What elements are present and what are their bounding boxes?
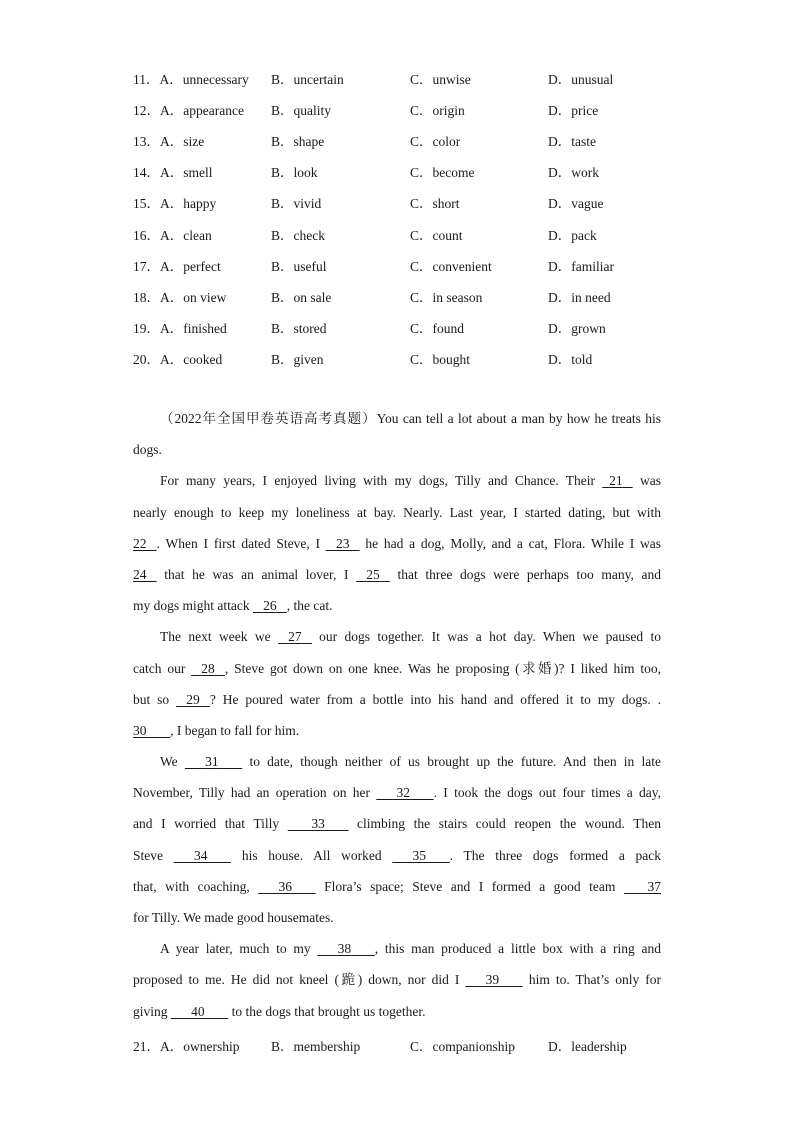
option-b: B．stored (271, 321, 327, 336)
option-b: B．vivid (271, 196, 322, 211)
option-b: B．quality (271, 103, 332, 118)
option-b: B．uncertain (271, 72, 344, 87)
blank-29: 29 (186, 691, 200, 707)
option-d: D．told (548, 352, 593, 367)
option-a: 20．A．cooked (133, 352, 223, 367)
blank-32: 32 (396, 785, 411, 801)
blank-28: 28 (201, 660, 215, 676)
option-c: C．become (410, 165, 475, 180)
option-b: B．look (271, 165, 318, 180)
passage-line: giving 40 to the dogs that brought us together. (133, 996, 661, 1027)
option-row-16 (133, 224, 673, 244)
passage-intro-line: （2022年全国甲卷英语高考真题）You can tell a lot about a man by how he treats his (160, 411, 661, 426)
option-d: D．vague (548, 196, 604, 211)
passage-line: for Tilly. We made good housemates. (133, 910, 334, 925)
passage-line: 24 that he was an animal lover, I 25 that three dogs were perhaps too many, and (133, 559, 661, 590)
blank-34: 34 (193, 847, 208, 863)
blank-39: 39 (485, 972, 500, 988)
option-a: 12．A．appearance (133, 103, 244, 118)
blank-40: 40 (191, 1003, 205, 1019)
option-a: 18．A．on view (133, 290, 227, 305)
option-b: B．on sale (271, 290, 332, 305)
option-row-14 (133, 161, 673, 181)
option-b: B．given (271, 352, 324, 367)
blank-25: 25 (366, 566, 380, 582)
blank-35: 35 (412, 847, 427, 863)
option-c: C．origin (410, 103, 465, 118)
cloze-passage (133, 403, 661, 1027)
option-row-21 (133, 1035, 673, 1055)
blank-24: 24 (133, 566, 147, 582)
blank-21: 21 (609, 473, 623, 489)
option-a: 14．A．smell (133, 165, 213, 180)
option-b: B．shape (271, 134, 325, 149)
blank-23: 23 (335, 535, 350, 551)
blank-27: 27 (288, 629, 302, 645)
option-d: D．unusual (548, 72, 614, 87)
option-b: B．membership (271, 1039, 361, 1054)
blank-37: 37 (647, 878, 661, 894)
option-a: 13．A．size (133, 134, 205, 149)
option-d: D．familiar (548, 259, 614, 274)
passage-line: Steve 34 his house. All worked 35 . The three dogs formed a pack (133, 840, 661, 871)
blank-38: 38 (337, 941, 352, 957)
option-d: D．work (548, 165, 599, 180)
blank-22: 22 (133, 535, 147, 551)
option-row-15 (133, 192, 673, 212)
blank-31: 31 (205, 754, 219, 770)
passage-line: that, with coaching, 36 Flora’s space; Steve and I formed a good team 37 (133, 871, 661, 902)
blank-26: 26 (263, 598, 277, 614)
option-d: D．grown (548, 321, 606, 336)
blank-36: 36 (278, 878, 292, 894)
option-row-13 (133, 130, 673, 150)
option-c: C．short (410, 196, 460, 211)
option-a: 17．A．perfect (133, 259, 221, 274)
option-a: 16．A．clean (133, 228, 212, 243)
passage-line: and I worried that Tilly 33 climbing the stairs could reopen the wound. Then (133, 808, 661, 839)
passage-line: We 31 to date, though neither of us brought up the future. And then in late (133, 746, 661, 777)
passage-line: November, Tilly had an operation on her 32 . I took the dogs out four times a day, (133, 777, 661, 808)
passage-line: For many years, I enjoyed living with my dogs, Tilly and Chance. Their 21 was (133, 465, 661, 496)
passage-line: dogs. (133, 442, 162, 458)
passage-line: proposed to me. He did not kneel (跪) down, nor did I 39 him to. That’s only for (133, 964, 661, 995)
option-c: C．color (410, 134, 461, 149)
passage-line: nearly enough to keep my loneliness at bay. Nearly. Last year, I started dating, but with (133, 504, 661, 520)
option-row-17 (133, 255, 673, 275)
passage-line: The next week we 27 our dogs together. It was a hot day. When we paused to (133, 621, 661, 652)
option-c: C．unwise (410, 72, 471, 87)
option-a: 21．A．ownership (133, 1039, 240, 1054)
passage-line: 30 , I began to fall for him. (133, 715, 661, 746)
option-d: D．in need (548, 290, 611, 305)
passage-line: but so 29 ? He poured water from a bottle into his hand and offered it to my dogs. . (133, 684, 661, 715)
option-c: C．companionship (410, 1039, 516, 1054)
option-row-12 (133, 99, 673, 119)
option-d: D．pack (548, 228, 597, 243)
passage-line: catch our 28 , Steve got down on one knee. Was he proposing (求婚)? I liked him too, (133, 653, 661, 684)
option-c: C．in season (410, 290, 483, 305)
passage-line: A year later, much to my 38 , this man produced a little box with a ring and (133, 933, 661, 964)
option-b: B．useful (271, 259, 327, 274)
option-c: C．convenient (410, 259, 492, 274)
option-d: D．price (548, 103, 599, 118)
passage-line: my dogs might attack 26 , the cat. (133, 590, 661, 621)
option-c: C．count (410, 228, 463, 243)
option-c: C．found (410, 321, 465, 336)
option-a: 15．A．happy (133, 196, 217, 211)
passage-line: 22 . When I first dated Steve, I 23 he had a dog, Molly, and a cat, Flora. While I was (133, 528, 661, 559)
option-c: C．bought (410, 352, 471, 367)
option-b: B．check (271, 228, 325, 243)
option-d: D．leadership (548, 1039, 627, 1054)
option-row-11 (133, 68, 673, 88)
option-a: 19．A．finished (133, 321, 227, 336)
option-row-20 (133, 348, 673, 368)
blank-33: 33 (311, 816, 325, 832)
blank-30: 30 (133, 722, 147, 738)
option-a: 11．A．unnecessary (133, 72, 249, 87)
option-d: D．taste (548, 134, 596, 149)
option-row-18 (133, 286, 673, 306)
option-row-19 (133, 317, 673, 337)
